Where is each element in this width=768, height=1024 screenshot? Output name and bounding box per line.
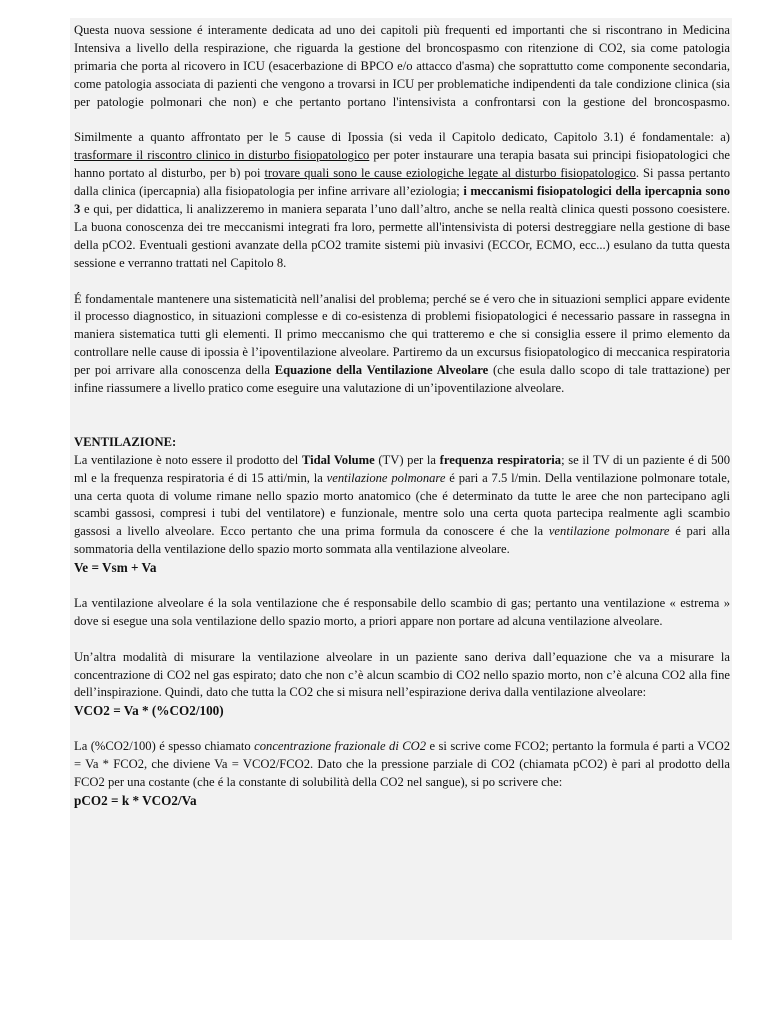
alveolare-paragraph: La ventilazione alveolare é la sola ventilazione che é responsabile dello scambio di gas; pertanto una ventilazione « estrema » dove si esegue una sola ventilazione dello spazio morto, a priori appare non portare ad alcuna ventilazione alveolare. xyxy=(74,595,730,628)
co2-measure-paragraph: Un’altra modalità di misurare la ventilazione alveolare in un paziente sano deriva dall’equazione che va a misurare la concentrazione di CO2 nel gas espirato; dato che non c’è alcun scambio di CO2 nello spazio morto, non c’è alcuna CO2 alla fine dell’inspirazione. Quindi, dato che tutta la CO2 che si misura nell’espirazione deriva dalla ventilazione alveolare: xyxy=(74,649,730,700)
ipercapnia-paragraph: Similmente a quanto affrontato per le 5 cause di Ipossia (si veda il Capitolo dedicato, Capitolo 3.1) é fondamentale: a) trasformare il riscontro clinico in disturbo fisiopatologico per poter instaurare una terapia basata sui principi fisiopatologici che hanno portato al disturbo, per b) poi trovare quali sono le cause eziologiche legate al disturbo fisiopatologico. Si passa pertanto dalla clinica (ipercapnia) alla fisiopatologia per infine arrivare all’eziologia; i meccanismi fisiopatologici della ipercapnia sono 3 e qui, per didattica, li analizzeremo in maniera separata l’uno dall’altro, anche se nella realtà clinica questi possono coesistere. La buona conoscenza dei tre meccanismi integrati fra loro, permette all'intensivista di potersi destreggiare nella gestione di base della pCO2. Eventuali gestioni avanzate della pCO2 tramite sistemi più invasivi (ECCOr, ECMO, ecc...) esulano da tutta questa sessione e verranno trattati nel Capitolo 8. xyxy=(74,130,730,270)
bold-phrase: Equazione della Ventilazione Alveolare xyxy=(274,363,489,378)
formula-pco2: pCO2 = k * VCO2/Va xyxy=(74,792,197,808)
bold-phrase: i meccanismi fisiopatologici della ipercapnia sono 3 xyxy=(74,184,730,217)
italic-phrase: ventilazione polmonare xyxy=(326,470,446,485)
bold-phrase: frequenza respiratoria xyxy=(439,452,562,467)
document-text xyxy=(74,22,730,810)
section-heading: VENTILAZIONE: xyxy=(74,434,177,449)
underlined-phrase: trovare quali sono le cause eziologiche legate al disturbo fisiopatologico xyxy=(264,166,636,181)
intro-paragraph: Questa nuova sessione é interamente dedicata ad uno dei capitoli più frequenti ed importanti che si riscontrano in Medicina Intensiva a livello della respirazione, che riguarda la gestione del broncospasmo con ritenzione di CO2, sia come patologia primaria che porta al ricovero in ICU (esacerbazione di BPCO e/o attacco d'asma) che soprattutto come componente secondaria, come patologia associata di pazienti che vengono a trovarsi in ICU per problematiche indipendenti da tale condizione clinica (sia per patologie polmonari che non) e che pertanto portano l'intensivista a confrontarsi con la gestione del broncospasmo. xyxy=(74,23,730,109)
sistematicita-paragraph: É fondamentale mantenere una sistematicità nell’analisi del problema; perché se é vero che in situazioni semplici appare evidente il processo diagnostico, in situazioni complesse e di co-esistenza di problemi fisiopatologici é necessario passare in rassegna in maniera sistematica tutti gli elementi. Il primo meccanismo che qui tratteremo e che si consiglia essere il primo elemento da controllare nelle cause di ipossia è l’ipoventilazione alveolare. Partiremo da un excursus fisiopatologico di meccanica respiratoria per poi arrivare alla conoscenza della Equazione della Ventilazione Alveolare (che esula dallo scopo di tale trattazione) per infine riassumere a livello pratico come eseguire una valutazione di un’ipoventilazione alveolare. xyxy=(74,291,731,396)
italic-phrase: concentrazione frazionale di CO2 xyxy=(254,739,427,754)
bold-phrase: Tidal Volume xyxy=(301,452,375,467)
fco2-paragraph: La (%CO2/100) é spesso chiamato concentrazione frazionale di CO2 e si scrive come FCO2; pertanto la formula é parti a VCO2 = Va * FCO2, che diviene Va = VCO2/FCO2. Dato che la pressione parziale di CO2 (chiamata pCO2) è pari al prodotto della FCO2 per una costante (che é la constante di solubilità della CO2 nel sangue), si po scrivere che: xyxy=(74,739,730,789)
formula-vco2: VCO2 = Va * (%CO2/100) xyxy=(74,703,224,719)
italic-phrase: ventilazione polmonare xyxy=(548,524,670,539)
ventilazione-paragraph: La ventilazione è noto essere il prodotto del Tidal Volume (TV) per la frequenza respiratoria; se il TV di un paziente é di 500 ml e la frequenza respiratoria é di 15 atti/min, la ventilazione polmonare é pari a 7.5 l/min. Della ventilazione polmonare totale, una certa quota di volume rimane nello spazio morto anatomico (che é determinato da tutte le aree che non partecipano agli scambi gassosi, compresi i tubi del ventilatore) e funzionale, mentre solo una certa quota partecipa realmente agli scambio gassosi a livello alveolare. Ecco pertanto che una prima formula da conoscere é che la ventilazione polmonare é pari alla sommatoria della ventilazione dello spazio morto sommata alla ventilazione alveolare. xyxy=(74,452,730,557)
formula-ventilation: Ve = Vsm + Va xyxy=(74,560,157,576)
underlined-phrase: trasformare il riscontro clinico in disturbo fisiopatologico xyxy=(74,148,370,163)
